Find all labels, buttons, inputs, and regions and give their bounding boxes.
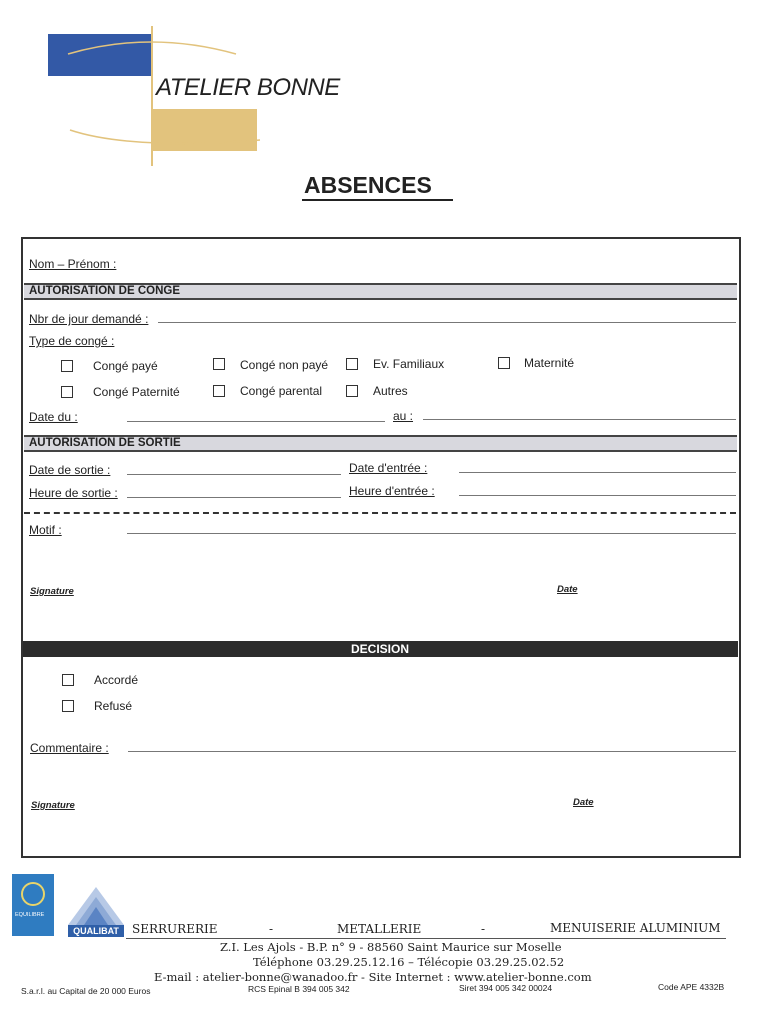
- footer-address: Z.I. Les Ajols - B.P. n° 9 - 88560 Saint Maurice sur Moselle: [220, 940, 562, 954]
- heure-entree-label: Heure d'entrée :: [349, 484, 435, 498]
- checkbox-accorde[interactable]: [62, 674, 74, 686]
- date-label: Date: [557, 584, 578, 595]
- section-conge-title: AUTORISATION DE CONGE: [29, 285, 180, 297]
- company-name: ATELIER BONNE: [156, 74, 340, 101]
- date2-label: Date: [573, 797, 594, 808]
- section-conge-bar: [24, 283, 737, 300]
- footer-rcs: RCS Epinal B 394 005 342: [248, 984, 350, 994]
- option-autres: Autres: [373, 384, 408, 398]
- section-sortie-bar: [24, 435, 737, 452]
- heure-sortie-field[interactable]: [127, 497, 341, 498]
- service-serrurerie: SERRURERIE: [132, 922, 218, 936]
- commentaire-field[interactable]: [128, 751, 736, 752]
- date-du-field[interactable]: [127, 421, 385, 422]
- service-sep-2: -: [481, 922, 486, 936]
- checkbox-refuse[interactable]: [62, 700, 74, 712]
- section-decision-title: DECISION: [351, 642, 410, 656]
- footer-rule: [126, 938, 726, 939]
- option-conge-parental: Congé parental: [240, 384, 323, 398]
- option-refuse: Refusé: [94, 699, 133, 713]
- option-maternite: Maternité: [524, 356, 575, 370]
- services-line: [126, 921, 726, 937]
- checkbox-conge-non-paye[interactable]: [213, 358, 225, 370]
- option-conge-paye: Congé payé: [93, 359, 158, 373]
- motif-label: Motif :: [29, 523, 62, 537]
- footer-phone: Téléphone 03.29.25.12.16 – Télécopie 03.29.25.02.52: [253, 955, 565, 969]
- service-menuiserie: MENUISERIE ALUMINIUM: [550, 921, 721, 935]
- commentaire-label: Commentaire :: [30, 741, 109, 755]
- title-underline: [302, 199, 453, 201]
- date-du-label: Date du :: [29, 410, 78, 424]
- qualibat-label: QUALIBAT: [68, 925, 124, 937]
- nom-prenom-field[interactable]: [125, 254, 725, 272]
- service-metallerie: METALLERIE: [337, 922, 422, 936]
- date-entree-label: Date d'entrée :: [349, 461, 428, 475]
- au-label: au :: [393, 409, 414, 423]
- date-sortie-field[interactable]: [127, 474, 341, 475]
- service-sep-1: -: [269, 922, 274, 936]
- footer-siret: Siret 394 005 342 00024: [459, 983, 553, 993]
- form-frame: [21, 237, 741, 858]
- option-conge-non-paye: Congé non payé: [240, 358, 329, 372]
- footer-ape: Code APE 4332B: [658, 982, 725, 992]
- qualibat-pyramid-icon: [68, 885, 124, 927]
- checkbox-ev-familiaux[interactable]: [346, 358, 358, 370]
- date-sortie-label: Date de sortie :: [29, 463, 111, 477]
- dashed-separator: [24, 512, 736, 514]
- checkbox-autres[interactable]: [346, 385, 358, 397]
- option-accorde: Accordé: [94, 673, 139, 687]
- date-entree-field[interactable]: [459, 472, 736, 473]
- page-title: ABSENCES: [304, 172, 432, 198]
- checkbox-maternite[interactable]: [498, 357, 510, 369]
- option-conge-paternite: Congé Paternité: [93, 385, 180, 399]
- equilibre-ring-icon: [21, 882, 45, 906]
- heure-entree-field[interactable]: [459, 495, 736, 496]
- section-sortie-title: AUTORISATION DE SORTIE: [29, 437, 181, 449]
- company-logo: [40, 20, 370, 170]
- nbr-jour-label: Nbr de jour demandé :: [29, 312, 149, 326]
- heure-sortie-label: Heure de sortie :: [29, 486, 118, 500]
- motif-field[interactable]: [127, 533, 736, 534]
- equilibre-badge: [12, 874, 54, 936]
- checkbox-conge-paternite[interactable]: [61, 386, 73, 398]
- type-conge-label: Type de congé :: [29, 334, 115, 348]
- option-ev-familiaux: Ev. Familiaux: [373, 357, 445, 371]
- section-decision-bar: [23, 641, 738, 657]
- qualibat-badge: [68, 885, 124, 937]
- equilibre-text: EQUILIBRE: [15, 912, 45, 918]
- signature2-label: Signature: [31, 800, 75, 811]
- footer-web: E-mail : atelier-bonne@wanadoo.fr - Site Internet : www.atelier-bonne.com: [154, 970, 592, 984]
- checkbox-conge-paye[interactable]: [61, 360, 73, 372]
- signature-label: Signature: [30, 586, 74, 597]
- nom-prenom-label: Nom – Prénom :: [29, 257, 117, 271]
- nbr-jour-field[interactable]: [158, 322, 736, 323]
- au-field[interactable]: [423, 419, 736, 420]
- checkbox-conge-parental[interactable]: [213, 385, 225, 397]
- footer-capital: S.a.r.l. au Capital de 20 000 Euros: [21, 986, 151, 996]
